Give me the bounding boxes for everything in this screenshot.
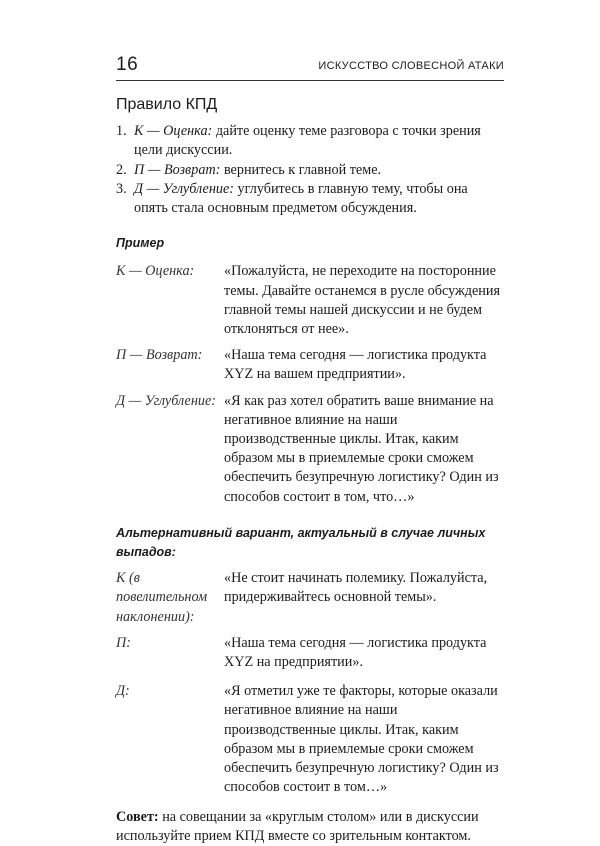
alternative-term: Д: <box>116 683 130 700</box>
alternative-row <box>116 634 504 672</box>
example-row <box>116 392 504 507</box>
advice-label: Совет: <box>116 808 159 825</box>
section-title: Правило КПД <box>116 96 218 113</box>
header-divider <box>116 80 504 81</box>
rule-term: Д — Углубление: <box>134 180 234 197</box>
alternative-text: «Не стоит начинать полемику. Пожалуйста, придерживайтесь основной темы». <box>224 570 488 606</box>
example-row <box>116 346 504 384</box>
page-number: 16 <box>116 54 139 75</box>
example-row <box>116 262 504 339</box>
example-text: «Наша тема сегодня — логистика продукта XYZ на вашем предприятии». <box>224 347 487 383</box>
alternative-text: «Я отметил уже те факторы, которые оказали негативное влияние на наши производственные циклы. Итак, каким образом мы в приемлемые сроки сможем обеспечить безупречную логистику? Один из способов состоит в том…» <box>224 683 499 796</box>
rule-text: дайте оценку теме разговора с точки зрения цели дискуссии. <box>134 123 481 159</box>
rule-text: вернитесь к главной теме. <box>220 161 382 178</box>
rule-item <box>116 122 504 160</box>
alternative-row <box>116 569 504 627</box>
example-term: П — Возврат: <box>116 347 203 364</box>
advice-text: на совещании за «круглым столом» или в дискуссии используйте прием КПД вместе со зрительным контактом. <box>116 808 479 844</box>
rule-item <box>116 161 504 180</box>
example-term: К — Оценка: <box>116 263 195 280</box>
running-head: ИСКУССТВО СЛОВЕСНОЙ АТАКИ <box>318 60 504 72</box>
rule-item <box>116 180 504 218</box>
rule-number: 3. <box>116 180 127 197</box>
alternative-term: К (в повелительном наклонении): <box>116 570 208 625</box>
alternative-heading: Альтернативный вариант, актуальный в случае личных выпадов: <box>116 525 486 560</box>
page-content <box>116 95 504 846</box>
alternative-term: П: <box>116 634 131 651</box>
rule-text: углубитесь в главную тему, чтобы она опять стала основным предметом обсуждения. <box>134 180 468 217</box>
rule-term: П — Возврат: <box>134 161 221 178</box>
alternative-text: «Наша тема сегодня — логистика продукта XYZ на предприятии». <box>224 634 487 671</box>
rules-list <box>116 122 504 218</box>
rule-term: К — Оценка: <box>134 123 213 140</box>
advice-paragraph <box>116 808 504 846</box>
example-heading: Пример <box>116 236 165 251</box>
example-term: Д — Углубление: <box>116 392 216 409</box>
example-text: «Пожалуйста, не переходите на посторонние темы. Давайте останемся в русле обсуждения главной темы нашей дискуссии и не будем отклоняться от нее». <box>224 263 500 338</box>
rule-number: 1. <box>116 123 127 140</box>
alternative-row <box>116 682 504 797</box>
example-text: «Я как раз хотел обратить ваше внимание на негативное влияние на наши производственные циклы. Итак, каким образом мы в приемлемые сроки сможем обеспечить безупречную логистику? Один из способов состоит в том, что…» <box>224 392 499 505</box>
rule-number: 2. <box>116 161 127 178</box>
